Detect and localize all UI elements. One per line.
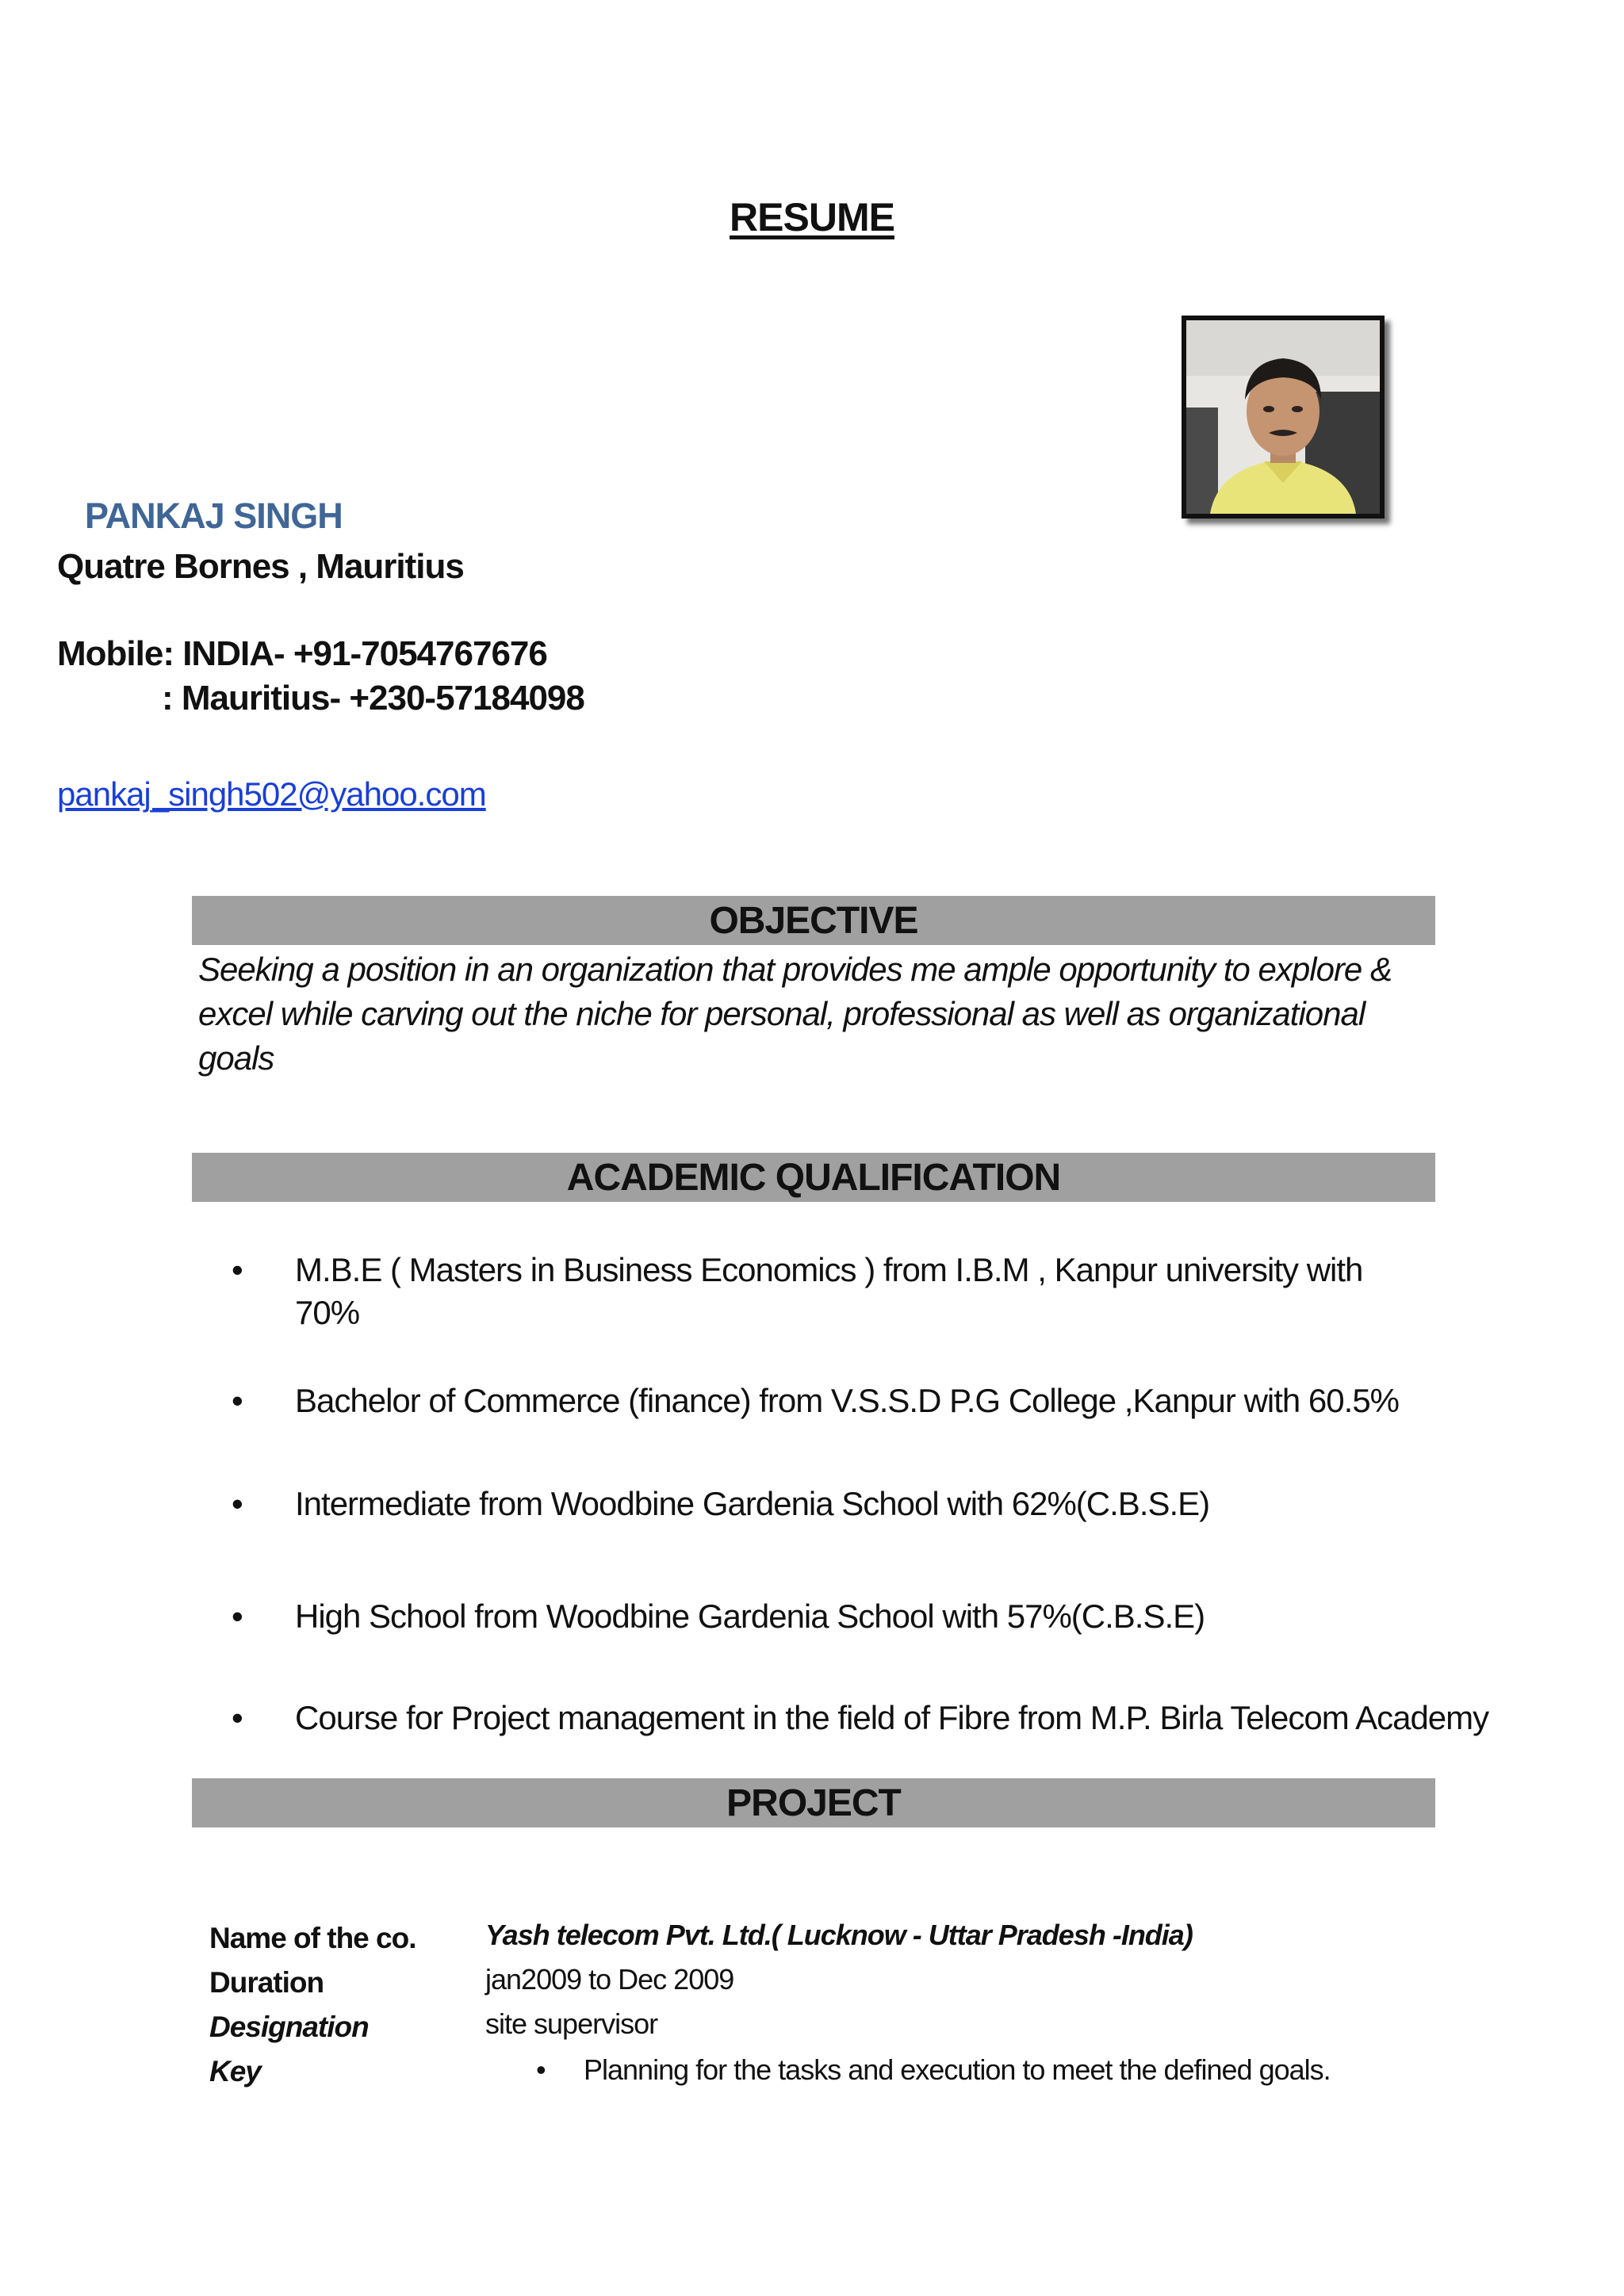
bullet-icon: • (232, 1382, 243, 1419)
academic-item-text: High School from Woodbine Gardenia School with 57%(C.B.S.E) (295, 1598, 1205, 1635)
mobile-mauritius: : Mauritius- +230-57184098 (162, 679, 584, 718)
bullet-icon: • (232, 1598, 243, 1635)
designation-label: Designation (209, 2011, 369, 2043)
objective-heading: OBJECTIVE (192, 896, 1435, 945)
company-label: Name of the co. (209, 1922, 416, 1954)
mobile-india: Mobile: INDIA- +91-7054767676 (57, 634, 547, 673)
academic-item-text: Intermediate from Woodbine Gardenia School with 62%(C.B.S.E) (295, 1485, 1210, 1522)
key-item-text: Planning for the tasks and execution to meet the defined goals. (584, 2053, 1331, 2086)
candidate-location: Quatre Bornes , Mauritius (57, 547, 464, 586)
academic-item-text: Course for Project management in the field of Fibre from M.P. Birla Telecom Academy (295, 1699, 1489, 1736)
bullet-icon: • (232, 1251, 243, 1288)
objective-text: Seeking a position in an organization that provides me ample opportunity to explore & excel while carving out the niche for personal, professional as well as organizational goals (198, 951, 1392, 1077)
academic-item-text: Bachelor of Commerce (finance) from V.S.S.D P.G College ,Kanpur with 60.5% (295, 1382, 1400, 1419)
bullet-icon: • (536, 2053, 546, 2086)
candidate-name: PANKAJ SINGH (85, 496, 343, 536)
profile-photo (1182, 316, 1385, 519)
academic-heading: ACADEMIC QUALIFICATION (192, 1153, 1435, 1202)
duration-value: jan2009 to Dec 2009 (485, 1963, 734, 1996)
designation-value: site supervisor (485, 2007, 658, 2040)
bullet-icon: • (232, 1699, 243, 1736)
profile-photo-image (1186, 320, 1380, 514)
key-label: Key (209, 2055, 261, 2087)
duration-label: Duration (209, 1966, 324, 1999)
email-link[interactable]: pankaj_singh502@yahoo.com (57, 775, 486, 813)
academic-item-text: M.B.E ( Masters in Business Economics ) from I.B.M , Kanpur university with 70% (295, 1251, 1363, 1331)
resume-title: RESUME (730, 195, 894, 239)
project-heading: PROJECT (192, 1778, 1435, 1827)
company-value: Yash telecom Pvt. Ltd.( Lucknow - Uttar Pradesh -India) (485, 1919, 1193, 1951)
bullet-icon: • (232, 1485, 243, 1522)
